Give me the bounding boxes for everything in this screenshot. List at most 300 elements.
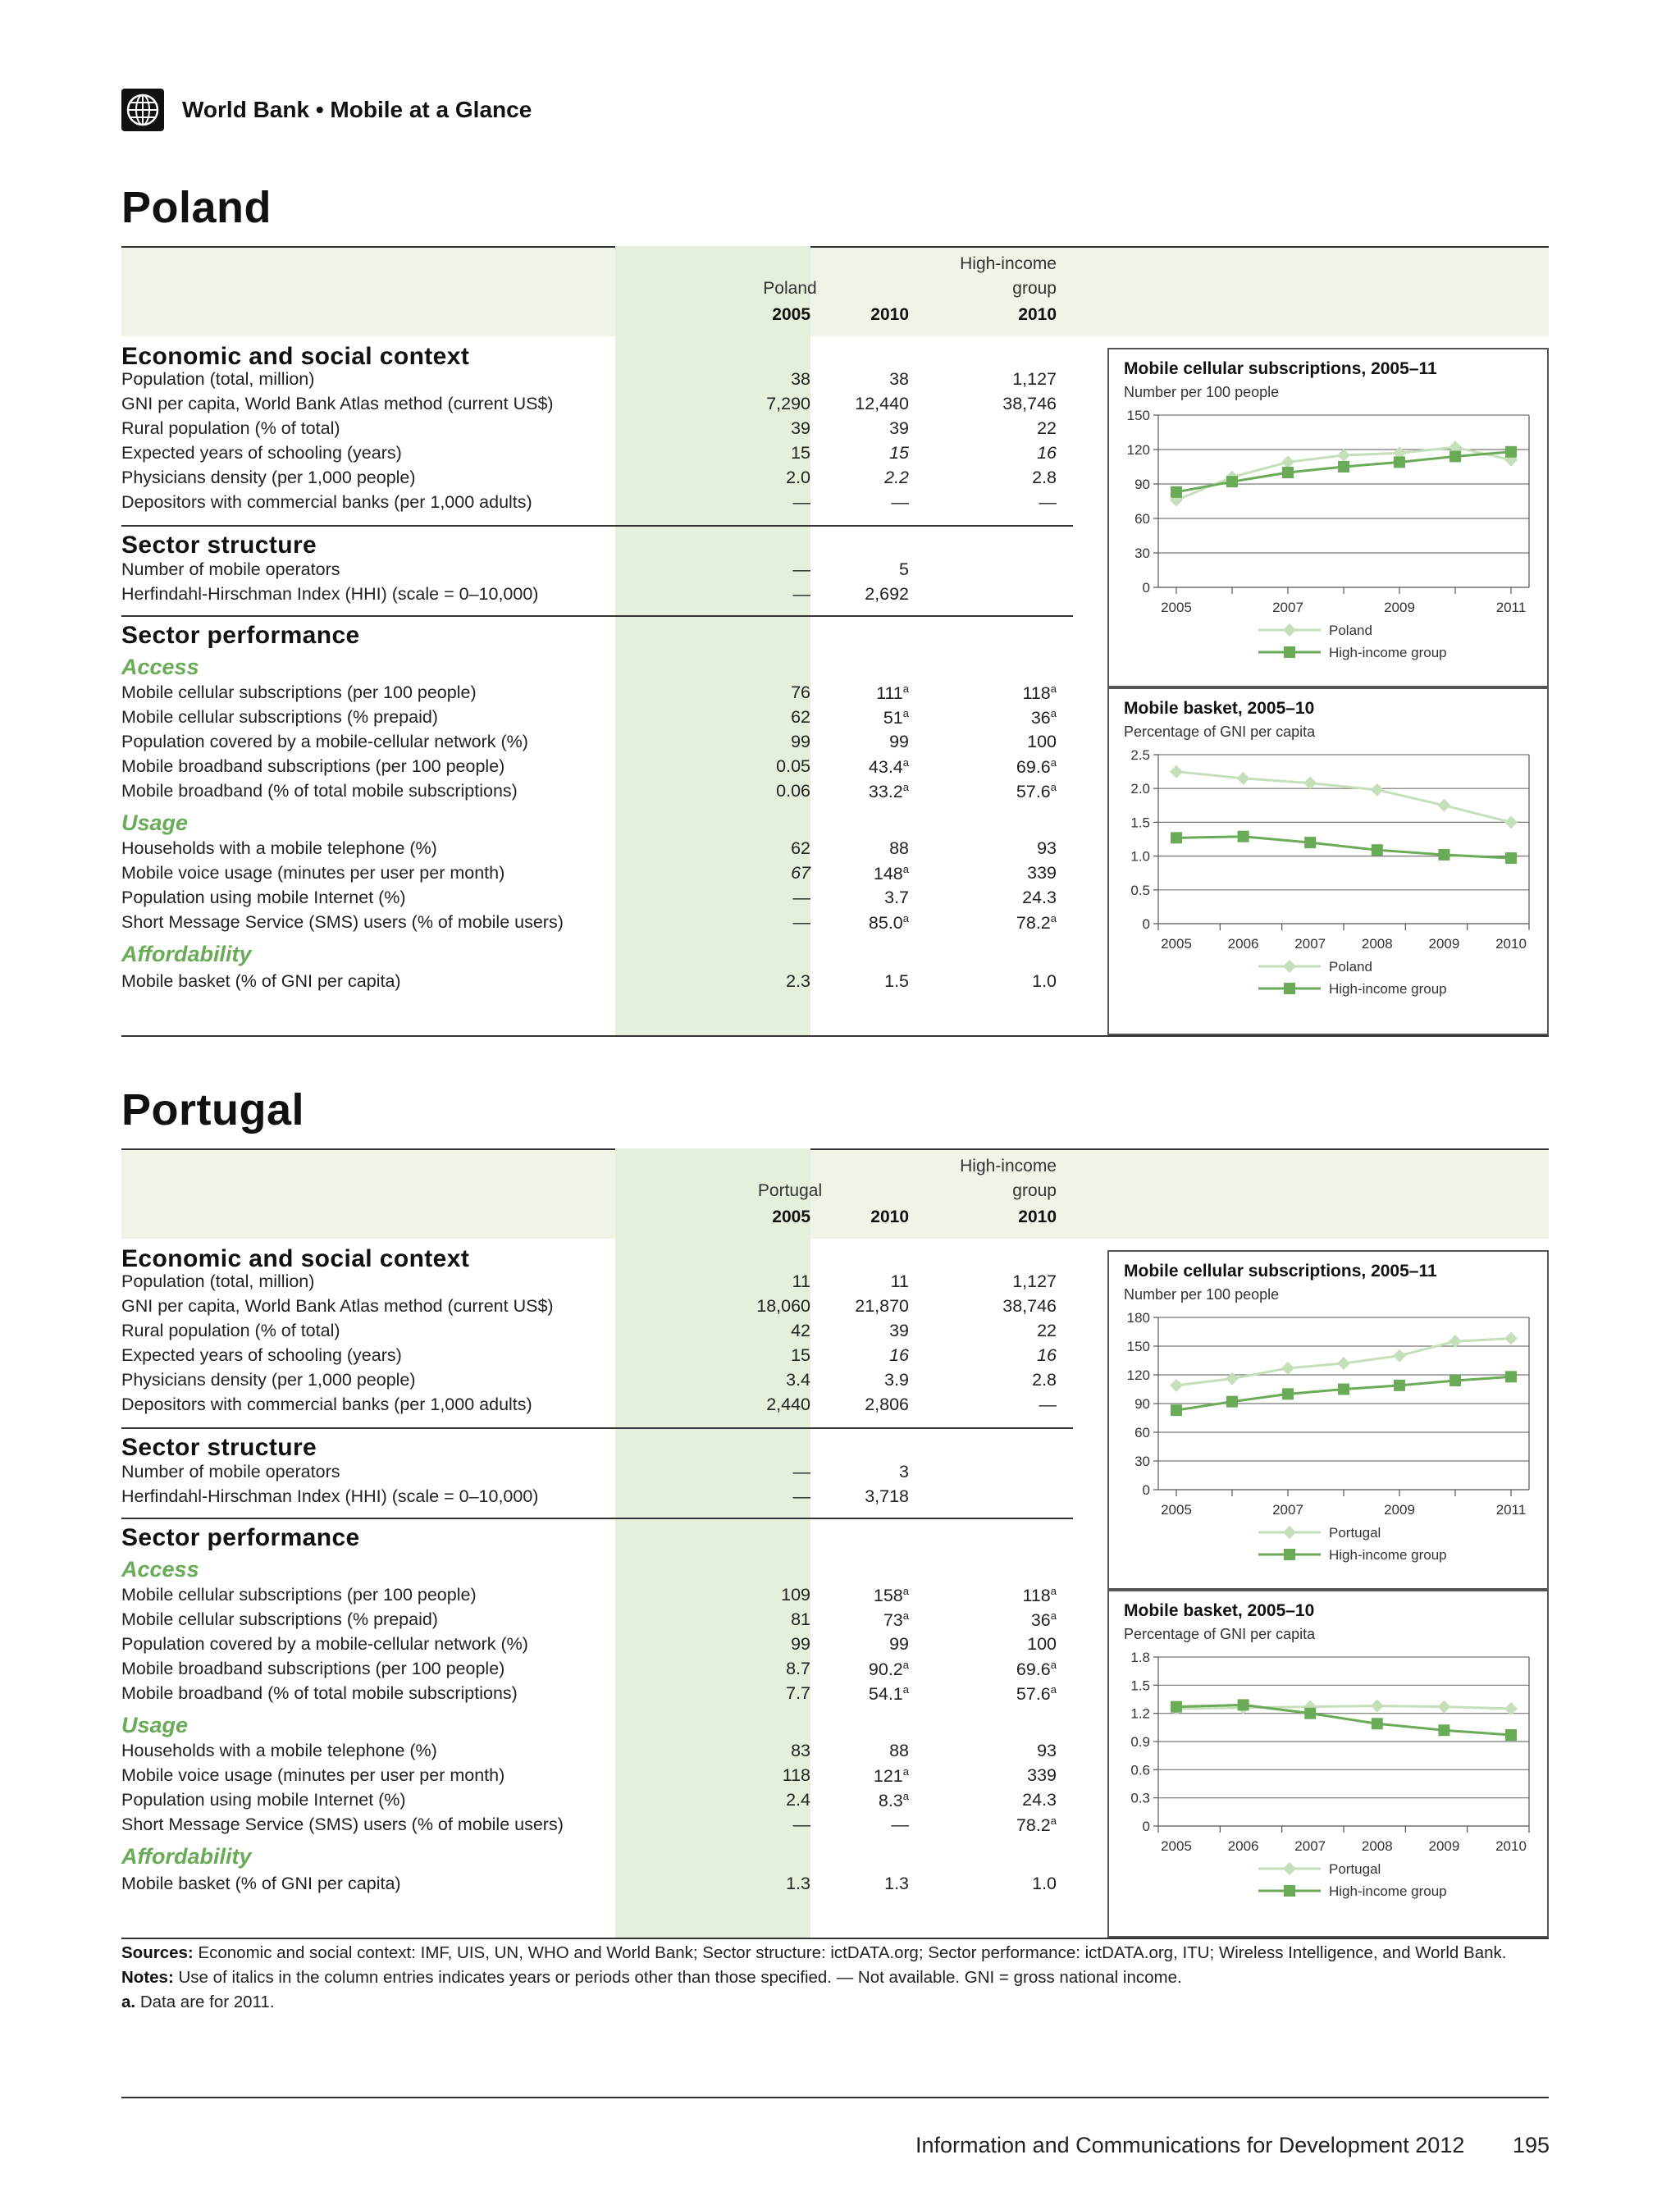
value-high-income: 1,127 — [1012, 1271, 1057, 1291]
row-label: Population using mobile Internet (%) — [121, 1790, 406, 1810]
header-year-2010: 2010 — [870, 1208, 909, 1226]
value-2005: 2,440 — [766, 1395, 810, 1414]
value-2005: 0.05 — [776, 756, 810, 776]
row-label: Mobile voice usage (minutes per user per month) — [121, 863, 505, 883]
subsection-title-access: Access — [121, 1557, 199, 1582]
value-2010: 39 — [889, 1321, 909, 1340]
legend-square-marker — [1284, 983, 1295, 994]
value-high-income: 1.0 — [1032, 1874, 1057, 1893]
row-label: Mobile basket (% of GNI per capita) — [121, 971, 401, 991]
x-tick-label: 2008 — [1361, 1838, 1393, 1854]
table-row-bbpct — [121, 781, 1081, 806]
high-income-data-point — [1282, 467, 1294, 478]
header-year-2005: 2005 — [772, 1208, 810, 1226]
section-title-performance: Sector performance — [121, 622, 360, 649]
legend-label: Portugal — [1329, 1525, 1381, 1541]
value-2005: — — [792, 888, 810, 907]
x-tick-label: 2005 — [1161, 936, 1192, 952]
section-title-performance: Sector performance — [121, 1524, 360, 1551]
table-row-schooling — [121, 1345, 1081, 1370]
footnote-marker: a — [1050, 1815, 1057, 1827]
value-2005: — — [792, 584, 810, 604]
table-row-prepaid — [121, 707, 1081, 732]
value-high-income: 118$^a$ — [1022, 1585, 1057, 1606]
header-high-income-year: 2010 — [1018, 305, 1057, 324]
footnote-marker: a — [902, 682, 909, 695]
x-tick-label: 2009 — [1384, 600, 1415, 615]
row-label: Mobile voice usage (minutes per user per month) — [121, 1765, 505, 1785]
value-2010: 3,718 — [865, 1486, 909, 1506]
chart-title: Mobile basket, 2005–10 — [1124, 699, 1315, 718]
subsection-title-access: Access — [121, 655, 199, 679]
country-data-point — [1170, 1379, 1183, 1392]
value-2005: 81 — [791, 1609, 810, 1629]
table-row-schooling — [121, 443, 1081, 468]
row-label: Mobile broadband subscriptions (per 100 people) — [121, 1659, 505, 1678]
value-high-income: 38,746 — [1002, 1296, 1057, 1316]
table-row-households — [121, 838, 1081, 863]
y-tick-label: 60 — [1134, 1425, 1150, 1440]
country-data-point — [1504, 1332, 1518, 1345]
subscriptions-chart — [1107, 1250, 1549, 1590]
value-2005: 99 — [791, 732, 810, 751]
high-income-data-point — [1505, 1371, 1517, 1382]
section-bottom-rule — [121, 1035, 1549, 1037]
header-high-income-line2: group — [1012, 1181, 1057, 1200]
value-high-income: 93 — [1037, 1741, 1057, 1760]
row-label: GNI per capita, World Bank Atlas method (current US$) — [121, 394, 554, 413]
footnote-marker: a — [1050, 1609, 1057, 1622]
x-tick-label: 2009 — [1384, 1502, 1415, 1518]
high-income-data-point — [1238, 1699, 1249, 1710]
value-2005: — — [792, 492, 810, 512]
value-2010: 39 — [889, 418, 909, 438]
y-tick-label: 2.5 — [1130, 747, 1150, 763]
legend-diamond-marker — [1283, 623, 1296, 637]
value-high-income: 69.6$^a$ — [1016, 1659, 1057, 1680]
country-data-point — [1281, 1362, 1294, 1375]
section-divider — [121, 615, 1073, 617]
y-tick-label: 0 — [1142, 1482, 1150, 1498]
value-2010: 111$^a$ — [876, 682, 909, 704]
x-tick-label: 2005 — [1161, 1838, 1192, 1854]
footnote-marker: a — [902, 756, 909, 769]
table-row-voice — [121, 1765, 1081, 1790]
high-income-data-point — [1282, 1388, 1294, 1399]
section-divider — [121, 1427, 1073, 1429]
value-2010: 148$^a$ — [873, 863, 909, 884]
value-high-income: 1,127 — [1012, 369, 1057, 389]
value-2010: 1.3 — [884, 1874, 909, 1893]
row-label: Population (total, million) — [121, 369, 315, 389]
chart-svg — [1109, 689, 1547, 1034]
footnote-marker: a — [902, 1765, 909, 1778]
value-high-income: 36$^a$ — [1030, 707, 1057, 728]
value-2005: 7.7 — [786, 1683, 810, 1703]
value-high-income: — — [1039, 492, 1057, 512]
table-row-bbpct — [121, 1683, 1081, 1708]
chart-title: Mobile cellular subscriptions, 2005–11 — [1124, 359, 1437, 378]
page-number: 195 — [1513, 2133, 1550, 2157]
value-2005: — — [792, 1486, 810, 1506]
value-2005: 62 — [791, 838, 810, 858]
y-tick-label: 2.0 — [1130, 781, 1150, 797]
high-income-data-point — [1372, 1718, 1383, 1729]
value-high-income: 2.8 — [1032, 468, 1057, 487]
high-income-data-point — [1338, 461, 1349, 472]
chart-subtitle: Number per 100 people — [1124, 1286, 1280, 1303]
value-2010: 88 — [889, 838, 909, 858]
value-2005: 3.4 — [786, 1370, 810, 1390]
footnote-marker: a — [902, 1790, 909, 1802]
y-tick-label: 0.5 — [1130, 882, 1150, 898]
value-2010: 3.7 — [884, 888, 909, 907]
header-high-income-line1: High-income — [960, 1157, 1057, 1176]
value-2005: — — [792, 1462, 810, 1481]
chart-subtitle: Percentage of GNI per capita — [1124, 724, 1316, 740]
high-income-data-point — [1171, 1701, 1182, 1713]
value-high-income: 57.6$^a$ — [1016, 1683, 1057, 1705]
x-tick-label: 2008 — [1361, 936, 1393, 952]
row-label: Population using mobile Internet (%) — [121, 888, 406, 907]
subsection-title-usage: Usage — [121, 810, 189, 835]
y-tick-label: 30 — [1134, 1454, 1150, 1469]
table-row-physicians — [121, 1370, 1081, 1395]
high-income-data-point — [1171, 1404, 1182, 1416]
table-row-population — [121, 369, 1081, 394]
row-label: Herfindahl-Hirschman Index (HHI) (scale = 0–10,000) — [121, 584, 539, 604]
chart-svg — [1109, 1591, 1547, 1936]
y-tick-label: 1.5 — [1130, 1678, 1150, 1694]
basket-chart — [1107, 687, 1549, 1035]
value-2005: 2.3 — [786, 971, 810, 991]
legend-diamond-marker — [1283, 960, 1296, 973]
row-label: Mobile broadband (% of total mobile subscriptions) — [121, 781, 518, 801]
y-tick-label: 0 — [1142, 916, 1150, 932]
high-income-data-point — [1449, 1375, 1461, 1386]
value-high-income: 78.2$^a$ — [1016, 912, 1057, 934]
table-row-prepaid — [121, 1609, 1081, 1634]
legend-label: High-income group — [1329, 1547, 1447, 1563]
value-2010: 15 — [889, 443, 909, 463]
row-label: Mobile cellular subscriptions (% prepaid) — [121, 707, 438, 727]
value-high-income: 78.2$^a$ — [1016, 1815, 1057, 1836]
y-tick-label: 0.9 — [1130, 1734, 1150, 1750]
value-2005: — — [792, 912, 810, 932]
value-2010: 38 — [889, 369, 909, 389]
value-2005: 8.7 — [786, 1659, 810, 1678]
table-row-depositors — [121, 1395, 1081, 1419]
footer-publication: Information and Communications for Development 2012 — [915, 2133, 1465, 2157]
subsection-title-affordability: Affordability — [121, 942, 252, 966]
row-label: Physicians density (per 1,000 people) — [121, 1370, 416, 1390]
value-high-income: 38,746 — [1002, 394, 1057, 413]
value-2005: 0.06 — [776, 781, 810, 801]
legend-square-marker — [1284, 1885, 1295, 1897]
y-tick-label: 0.3 — [1130, 1790, 1150, 1806]
value-2010: — — [891, 492, 909, 512]
y-tick-label: 150 — [1126, 1339, 1150, 1354]
chart-subtitle: Percentage of GNI per capita — [1124, 1626, 1316, 1642]
table-row-hhi — [121, 1486, 1081, 1511]
table-row-rural — [121, 1321, 1081, 1345]
x-tick-label: 2010 — [1495, 936, 1527, 952]
high-income-data-point — [1338, 1384, 1349, 1395]
row-label: Population (total, million) — [121, 1271, 315, 1291]
value-high-income: 57.6$^a$ — [1016, 781, 1057, 802]
footnote-marker: a — [1050, 756, 1057, 769]
value-2010: 158$^a$ — [873, 1585, 909, 1606]
value-2005: — — [792, 1815, 810, 1834]
x-tick-label: 2011 — [1495, 1502, 1527, 1518]
value-high-income: 93 — [1037, 838, 1057, 858]
value-2005: 42 — [791, 1321, 810, 1340]
row-label: Expected years of schooling (years) — [121, 443, 402, 463]
row-label: Mobile broadband (% of total mobile subscriptions) — [121, 1683, 518, 1703]
row-label: Mobile cellular subscriptions (per 100 people) — [121, 1585, 477, 1605]
x-tick-label: 2005 — [1161, 1502, 1192, 1518]
section-title-structure: Sector structure — [121, 1434, 317, 1461]
y-tick-label: 30 — [1134, 546, 1150, 561]
legend-square-marker — [1284, 646, 1295, 658]
country-data-point — [1371, 783, 1384, 797]
value-2005: 83 — [791, 1741, 810, 1760]
row-label: Herfindahl-Hirschman Index (HHI) (scale = 0–10,000) — [121, 1486, 539, 1506]
value-2005: 2.4 — [786, 1790, 810, 1810]
value-2010: 1.5 — [884, 971, 909, 991]
country-section-portugal — [121, 1148, 1549, 1938]
value-2010: 99 — [889, 1634, 909, 1654]
header-high-income-line2: group — [1012, 279, 1057, 298]
footnote-marker: a — [902, 781, 909, 793]
value-2010: 85.0$^a$ — [868, 912, 909, 934]
value-high-income: 24.3 — [1022, 1790, 1057, 1810]
legend-label: Poland — [1329, 623, 1372, 638]
country-data-point — [1226, 1372, 1239, 1386]
table-row-bb — [121, 1659, 1081, 1683]
subsection-title-affordability: Affordability — [121, 1844, 252, 1869]
value-high-income: 36$^a$ — [1030, 1609, 1057, 1631]
table-row-operators — [121, 559, 1081, 584]
footnote-marker: a — [1050, 912, 1057, 924]
table-row-subs — [121, 682, 1081, 707]
country-data-point — [1170, 765, 1183, 778]
y-tick-label: 1.8 — [1130, 1650, 1150, 1665]
y-tick-label: 0 — [1142, 580, 1150, 596]
country-title: Poland — [121, 183, 272, 232]
footnote-marker: a — [902, 707, 909, 719]
value-high-income: 339 — [1027, 1765, 1057, 1785]
footnote-marker: a — [1050, 1585, 1057, 1597]
section-divider — [121, 1518, 1073, 1519]
row-label: Households with a mobile telephone (%) — [121, 838, 437, 858]
high-income-data-point — [1304, 837, 1316, 848]
country-data-point — [1237, 772, 1250, 785]
high-income-data-point — [1226, 1396, 1238, 1408]
legend-label: Portugal — [1329, 1861, 1381, 1877]
table-row-households — [121, 1741, 1081, 1765]
sources-note: Sources: Economic and social context: IMF, UIS, UN, WHO and World Bank; Sector structure: ictDATA.org; Sector performance: ictDATA.org, ITU; Wireless Intelligence, and World Bank. — [121, 1943, 1507, 1962]
value-2005: 99 — [791, 1634, 810, 1654]
high-income-data-point — [1394, 456, 1405, 468]
legend-label: High-income group — [1329, 645, 1447, 660]
y-tick-label: 0.6 — [1130, 1762, 1150, 1778]
footnote-marker: a — [902, 1659, 909, 1671]
high-income-data-point — [1505, 446, 1517, 458]
high-income-data-point — [1171, 832, 1182, 843]
row-label: Short Message Service (SMS) users (% of mobile users) — [121, 912, 564, 932]
row-label: Expected years of schooling (years) — [121, 1345, 402, 1365]
row-label: Rural population (% of total) — [121, 1321, 340, 1340]
x-tick-label: 2006 — [1227, 936, 1259, 952]
y-tick-label: 90 — [1134, 477, 1150, 492]
footnote-marker: a — [902, 1585, 909, 1597]
value-2005: 15 — [791, 443, 810, 463]
table-row-hhi — [121, 584, 1081, 609]
value-high-income: 22 — [1037, 1321, 1057, 1340]
value-2010: 11 — [890, 1271, 909, 1291]
footnote-marker: a — [1050, 1683, 1057, 1696]
value-2005: 1.3 — [786, 1874, 810, 1893]
header-high-income-year: 2010 — [1018, 1208, 1057, 1226]
value-2010: 3 — [899, 1462, 909, 1481]
value-2005: 7,290 — [766, 394, 810, 413]
notes-note: Notes: Use of italics in the column entries indicates years or periods other than those specified. — Not available. GNI = gross national income. — [121, 1968, 1182, 1987]
legend-diamond-marker — [1283, 1526, 1296, 1539]
footnote-marker: a — [902, 912, 909, 924]
subsection-title-usage: Usage — [121, 1713, 189, 1737]
value-2010: 33.2$^a$ — [868, 781, 909, 802]
value-2010: — — [891, 1815, 909, 1834]
value-2010: 88 — [889, 1741, 909, 1760]
basket-chart — [1107, 1590, 1549, 1938]
section-title-econ: Economic and social context — [121, 343, 470, 370]
value-2010: 2,806 — [865, 1395, 909, 1414]
value-2010: 2.2 — [884, 468, 909, 487]
high-income-data-point — [1394, 1380, 1405, 1391]
high-income-data-point — [1226, 476, 1238, 487]
value-2005: 118 — [782, 1765, 810, 1785]
country-data-point — [1437, 1701, 1450, 1714]
table-row-internet — [121, 888, 1081, 912]
country-data-point — [1437, 799, 1450, 812]
subscriptions-chart — [1107, 348, 1549, 687]
y-tick-label: 180 — [1126, 1310, 1150, 1326]
value-2010: 73$^a$ — [883, 1609, 909, 1631]
row-label: Short Message Service (SMS) users (% of mobile users) — [121, 1815, 564, 1834]
row-label: Mobile broadband subscriptions (per 100 people) — [121, 756, 505, 776]
value-2010: 12,440 — [855, 394, 909, 413]
high-income-data-point — [1304, 1708, 1316, 1719]
high-income-data-point — [1372, 844, 1383, 856]
value-2010: 54.1$^a$ — [868, 1683, 909, 1705]
country-section-poland — [121, 246, 1549, 1035]
value-2005: 76 — [791, 682, 810, 702]
value-2010: 121$^a$ — [873, 1765, 909, 1787]
value-high-income: 16 — [1037, 1345, 1057, 1365]
x-tick-label: 2007 — [1272, 1502, 1303, 1518]
legend-label: Poland — [1329, 959, 1372, 975]
x-tick-label: 2007 — [1272, 600, 1303, 615]
value-high-income: 2.8 — [1032, 1370, 1057, 1390]
value-2005: 38 — [791, 369, 810, 389]
high-income-data-point — [1438, 849, 1449, 861]
table-row-physicians — [121, 468, 1081, 492]
value-2010: 99 — [889, 732, 909, 751]
section-title-econ: Economic and social context — [121, 1245, 470, 1272]
country-title: Portugal — [121, 1085, 305, 1134]
value-2005: 18,060 — [756, 1296, 810, 1316]
value-2010: 2,692 — [865, 584, 909, 604]
y-tick-label: 0 — [1142, 1819, 1150, 1834]
value-2010: 8.3$^a$ — [878, 1790, 909, 1811]
value-2005: 15 — [791, 1345, 810, 1365]
y-tick-label: 120 — [1126, 442, 1150, 458]
value-2005: 2.0 — [786, 468, 810, 487]
table-row-bb — [121, 756, 1081, 781]
page-header — [121, 89, 532, 131]
table-row-internet — [121, 1790, 1081, 1815]
table-row-covered — [121, 1634, 1081, 1659]
x-tick-label: 2011 — [1495, 600, 1527, 615]
x-tick-label: 2007 — [1294, 1838, 1326, 1854]
value-2005: 109 — [781, 1585, 810, 1605]
header-year-2010: 2010 — [870, 305, 909, 324]
y-tick-label: 150 — [1126, 408, 1150, 423]
row-label: Depositors with commercial banks (per 1,000 adults) — [121, 492, 532, 512]
value-2005: 11 — [792, 1271, 810, 1291]
y-tick-label: 60 — [1134, 511, 1150, 527]
y-tick-label: 1.5 — [1130, 815, 1150, 831]
legend-label: High-income group — [1329, 1883, 1447, 1899]
footnote-marker: a — [1050, 707, 1057, 719]
table-row-subs — [121, 1585, 1081, 1609]
table-row-sms — [121, 1815, 1081, 1839]
row-label: Mobile basket (% of GNI per capita) — [121, 1874, 401, 1893]
legend-label: High-income group — [1329, 981, 1447, 997]
value-2005: — — [792, 559, 810, 579]
row-label: Population covered by a mobile-cellular network (%) — [121, 1634, 528, 1654]
legend-diamond-marker — [1283, 1862, 1296, 1875]
table-row-basket — [121, 1874, 1081, 1898]
table-row-gni — [121, 1296, 1081, 1321]
table-row-voice — [121, 863, 1081, 888]
high-income-data-point — [1505, 852, 1517, 864]
row-label: Number of mobile operators — [121, 1462, 340, 1481]
section-bottom-rule — [121, 1938, 1549, 1939]
table-row-sms — [121, 912, 1081, 937]
row-label: Depositors with commercial banks (per 1,000 adults) — [121, 1395, 532, 1414]
value-high-income: 1.0 — [1032, 971, 1057, 991]
value-2010: 43.4$^a$ — [868, 756, 909, 778]
country-data-point — [1393, 1349, 1406, 1363]
chart-svg — [1109, 1252, 1547, 1588]
value-2010: 5 — [899, 559, 909, 579]
chart-title: Mobile basket, 2005–10 — [1124, 1601, 1315, 1620]
value-high-income: 24.3 — [1022, 888, 1057, 907]
value-2010: 21,870 — [855, 1296, 909, 1316]
high-income-data-point — [1171, 486, 1182, 498]
value-2005: 62 — [791, 707, 810, 727]
section-title-structure: Sector structure — [121, 532, 317, 559]
row-label: Mobile cellular subscriptions (% prepaid) — [121, 1609, 438, 1629]
y-tick-label: 1.0 — [1130, 848, 1150, 865]
value-2010: 90.2$^a$ — [868, 1659, 909, 1680]
footnote-marker: a — [1050, 1659, 1057, 1671]
high-income-data-point — [1449, 450, 1461, 462]
value-high-income: 100 — [1027, 1634, 1057, 1654]
footnote-marker: a — [1050, 781, 1057, 793]
